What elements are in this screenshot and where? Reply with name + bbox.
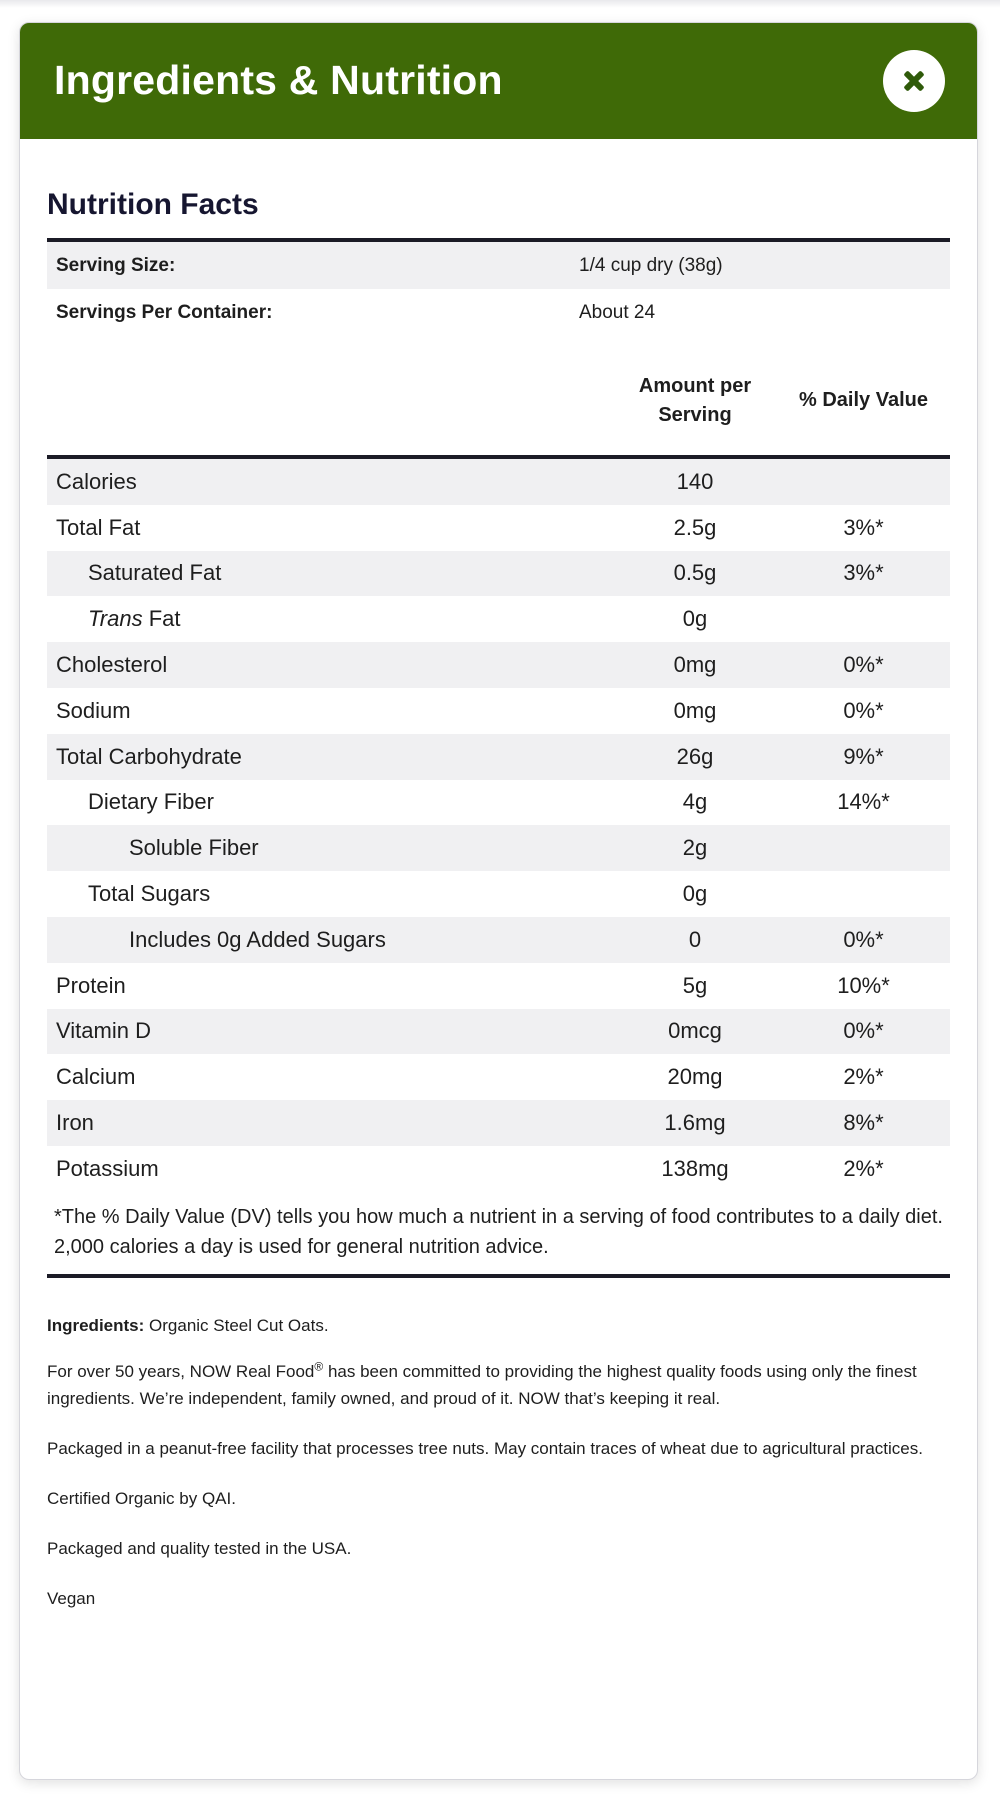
close-icon[interactable] — [883, 50, 945, 112]
nutrient-row-calcium — [47, 1054, 950, 1100]
nutrient-name — [47, 606, 613, 632]
product-info — [47, 1312, 950, 1612]
brand-text-start: For over 50 years, NOW Real Food — [47, 1361, 315, 1381]
column-header — [47, 346, 950, 455]
allergen-paragraph: Packaged in a peanut-free facility that processes tree nuts. May contain traces of wheat due to agricultural practices. — [47, 1438, 923, 1458]
serving-size-row — [47, 242, 950, 289]
nutrient-name: Saturated Fat — [88, 560, 222, 586]
nutrient-name: Calories — [56, 468, 137, 494]
nutrient-daily-value: 0%* — [843, 1018, 884, 1044]
modal-body — [47, 139, 950, 1612]
nutrient-row-saturated-fat — [47, 551, 950, 597]
organic-paragraph: Certified Organic by QAI. — [47, 1488, 236, 1508]
nutrient-daily-value: 2%* — [843, 1064, 884, 1090]
nutrient-row-sodium — [47, 688, 950, 734]
nutrient-row-potassium — [47, 1146, 950, 1192]
serving-size-value: 1/4 cup dry (38g) — [579, 254, 723, 276]
nutrient-name: Protein — [56, 972, 126, 998]
nutrient-amount: 4g — [682, 789, 708, 815]
bottom-divider — [47, 1274, 950, 1278]
nutrient-name: Vitamin D — [56, 1018, 151, 1044]
nutrient-rows — [47, 459, 950, 1192]
origin-paragraph: Packaged and quality tested in the USA. — [47, 1538, 352, 1558]
brand-text-end: has been committed to providing the highest quality foods using only the finest ingredients. We’re independent, family owned, and proud of it. NOW that’s keeping it real. — [47, 1361, 917, 1408]
nutrient-daily-value: 3%* — [843, 514, 884, 540]
nutrient-row-trans-fat — [47, 596, 950, 642]
trans-italic-text: Trans — [88, 606, 143, 632]
trans-rest-text: Fat — [142, 606, 181, 632]
nutrient-daily-value: 9%* — [843, 743, 884, 769]
nutrient-name: Total Sugars — [88, 881, 211, 907]
nutrient-row-cholesterol — [47, 642, 950, 688]
page-top-shadow — [0, 0, 1000, 8]
nutrient-name: Cholesterol — [56, 652, 168, 678]
ingredients-modal — [19, 22, 978, 1780]
nutrient-row-added-sugars — [47, 917, 950, 963]
nutrient-daily-value: 3%* — [843, 560, 884, 586]
nutrient-daily-value: 0%* — [843, 697, 884, 723]
nutrient-row-soluble-fiber — [47, 825, 950, 871]
nutrient-daily-value: 2%* — [843, 1155, 884, 1181]
nutrient-amount: 0g — [682, 606, 708, 632]
ingredients-paragraph — [47, 1312, 950, 1339]
nutrient-amount: 0mg — [673, 697, 717, 723]
nutrient-name: Soluble Fiber — [129, 835, 259, 861]
modal-header — [20, 23, 977, 139]
nutrient-row-dietary-fiber — [47, 780, 950, 826]
nutrient-amount: 0g — [682, 881, 708, 907]
serving-size-label: Serving Size: — [56, 254, 176, 276]
vegan-paragraph: Vegan — [47, 1588, 96, 1608]
daily-value-footnote: *The % Daily Value (DV) tells you how much a nutrient in a serving of food contributes to a daily diet. 2,000 calories a day is used for general nutrition advice. — [54, 1205, 943, 1258]
nutrient-amount: 0mg — [673, 652, 717, 678]
nutrient-amount: 0 — [688, 926, 702, 952]
servings-per-container-value: About 24 — [579, 301, 656, 323]
nutrient-name: Potassium — [56, 1155, 159, 1181]
amount-header-line1: Amount per — [638, 374, 752, 397]
amount-per-serving-header — [613, 372, 777, 430]
nutrient-name: Total Carbohydrate — [56, 743, 242, 769]
nutrient-name: Includes 0g Added Sugars — [129, 926, 386, 952]
nutrient-row-calories — [47, 459, 950, 505]
nutrient-amount: 2g — [682, 835, 708, 861]
registered-mark: ® — [314, 1359, 324, 1374]
servings-per-container-row — [47, 289, 950, 336]
nutrient-daily-value: 14%* — [837, 789, 890, 815]
nutrient-amount: 5g — [682, 972, 708, 998]
nutrient-amount: 2.5g — [673, 514, 717, 540]
nutrient-amount: 1.6mg — [664, 1110, 726, 1136]
nutrient-row-iron — [47, 1100, 950, 1146]
ingredients-value: Organic Steel Cut Oats. — [144, 1315, 329, 1335]
daily-value-header: % Daily Value — [799, 389, 928, 411]
nutrient-name: Dietary Fiber — [88, 789, 214, 815]
nutrient-daily-value: 8%* — [843, 1110, 884, 1136]
nutrient-row-total-carbohydrate — [47, 734, 950, 780]
nutrient-daily-value: 10%* — [837, 972, 890, 998]
nutrient-amount: 140 — [676, 468, 714, 494]
nutrient-amount: 26g — [676, 743, 714, 769]
nutrient-amount: 20mg — [667, 1064, 723, 1090]
nutrition-facts-title: Nutrition Facts — [47, 188, 259, 221]
nutrient-name: Sodium — [56, 697, 131, 723]
nutrient-row-total-fat — [47, 505, 950, 551]
amount-header-line2: Serving — [658, 403, 732, 426]
nutrient-amount: 0mcg — [668, 1018, 722, 1044]
nutrient-name: Calcium — [56, 1064, 136, 1090]
nutrient-row-total-sugars — [47, 871, 950, 917]
nutrient-name: Total Fat — [56, 514, 141, 540]
ingredients-label: Ingredients: — [47, 1315, 145, 1335]
nutrient-daily-value: 0%* — [843, 926, 884, 952]
servings-per-container-label: Servings Per Container: — [56, 301, 273, 323]
nutrient-daily-value: 0%* — [843, 652, 884, 678]
nutrient-row-vitamin-d — [47, 1009, 950, 1055]
nutrient-name: Iron — [56, 1110, 94, 1136]
nutrient-row-protein — [47, 963, 950, 1009]
brand-paragraph — [47, 1358, 950, 1412]
nutrient-amount: 138mg — [661, 1155, 729, 1181]
nutrient-amount: 0.5g — [673, 560, 717, 586]
modal-title: Ingredients & Nutrition — [54, 57, 503, 103]
